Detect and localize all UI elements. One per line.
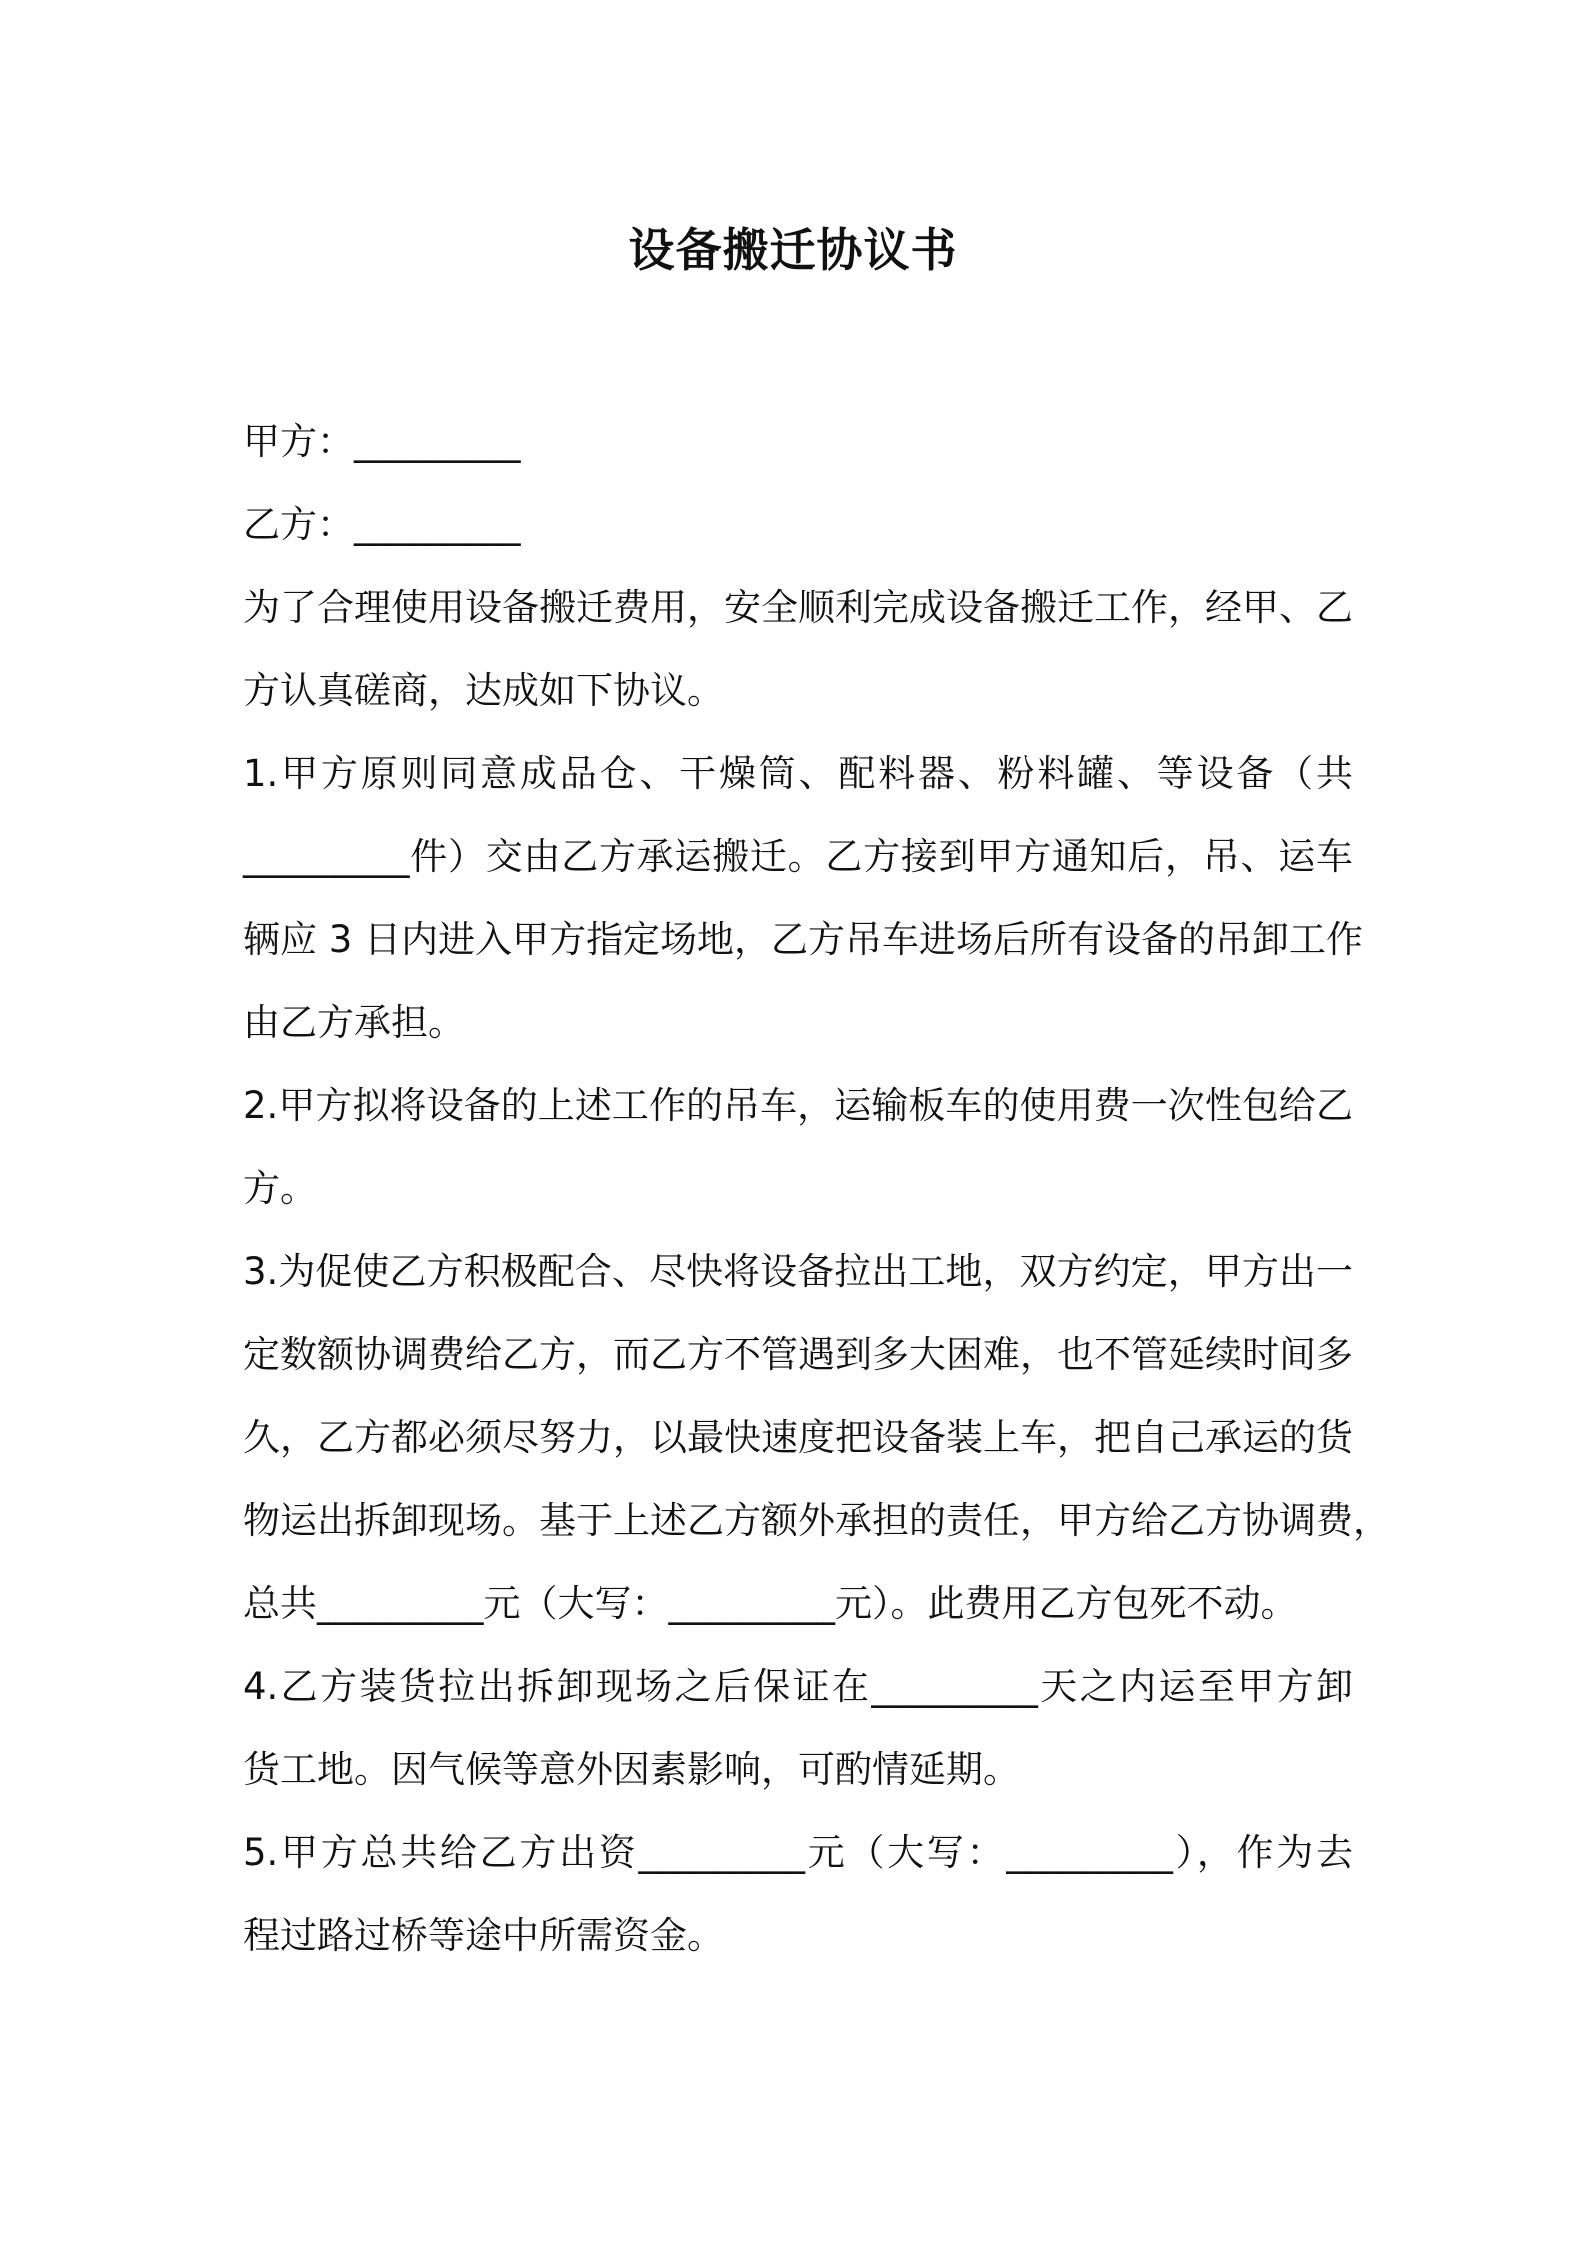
clause-5-line-1: 5.甲方总共给乙方出资_________元（大写：_________），作为去 [243, 1831, 1353, 1874]
intro-line-2: 方认真磋商，达成如下协议。 [243, 669, 724, 712]
clause-4-line-2: 货工地。因气候等意外因素影响，可酌情延期。 [243, 1748, 1020, 1791]
clause-2-line-2: 方。 [243, 1167, 317, 1210]
party-b-line: 乙方：_________ [243, 503, 521, 546]
clause-1-line-3: 辆应 3 日内进入甲方指定场地，乙方吊车进场后所有设备的吊卸工作 [243, 918, 1364, 961]
clause-5-line-2: 程过路过桥等途中所需资金。 [243, 1914, 724, 1957]
clause-1-line-1: 1.甲方原则同意成品仓、干燥筒、配料器、粉料罐、等设备（共 [243, 752, 1353, 795]
clause-3-line-2: 定数额协调费给乙方，而乙方不管遇到多大困难，也不管延续时间多 [243, 1333, 1353, 1376]
clause-3-line-1: 3.为促使乙方积极配合、尽快将设备拉出工地，双方约定，甲方出一 [243, 1250, 1353, 1293]
clause-3-line-5: 总共_________元（大写：_________元）。此费用乙方包死不动。 [243, 1582, 1298, 1625]
intro-line-1: 为了合理使用设备搬迁费用，安全顺利完成设备搬迁工作，经甲、乙 [243, 586, 1353, 629]
document-body [243, 400, 1390, 1977]
clause-1-line-4: 由乙方承担。 [243, 1001, 465, 1044]
party-a-line: 甲方：_________ [243, 420, 521, 463]
clause-4-line-1: 4.乙方装货拉出拆卸现场之后保证在_________天之内运至甲方卸 [243, 1665, 1353, 1708]
clause-3-line-3: 久，乙方都必须尽努力，以最快速度把设备装上车，把自己承运的货 [243, 1416, 1353, 1459]
clause-3-line-4: 物运出拆卸现场。基于上述乙方额外承担的责任，甲方给乙方协调费， [243, 1499, 1390, 1542]
clause-2-line-1: 2.甲方拟将设备的上述工作的吊车，运输板车的使用费一次性包给乙 [243, 1084, 1353, 1127]
clause-1-line-2: _________件）交由乙方承运搬迁。乙方接到甲方通知后，吊、运车 [243, 835, 1353, 878]
document-title: 设备搬迁协议书 [628, 223, 958, 277]
